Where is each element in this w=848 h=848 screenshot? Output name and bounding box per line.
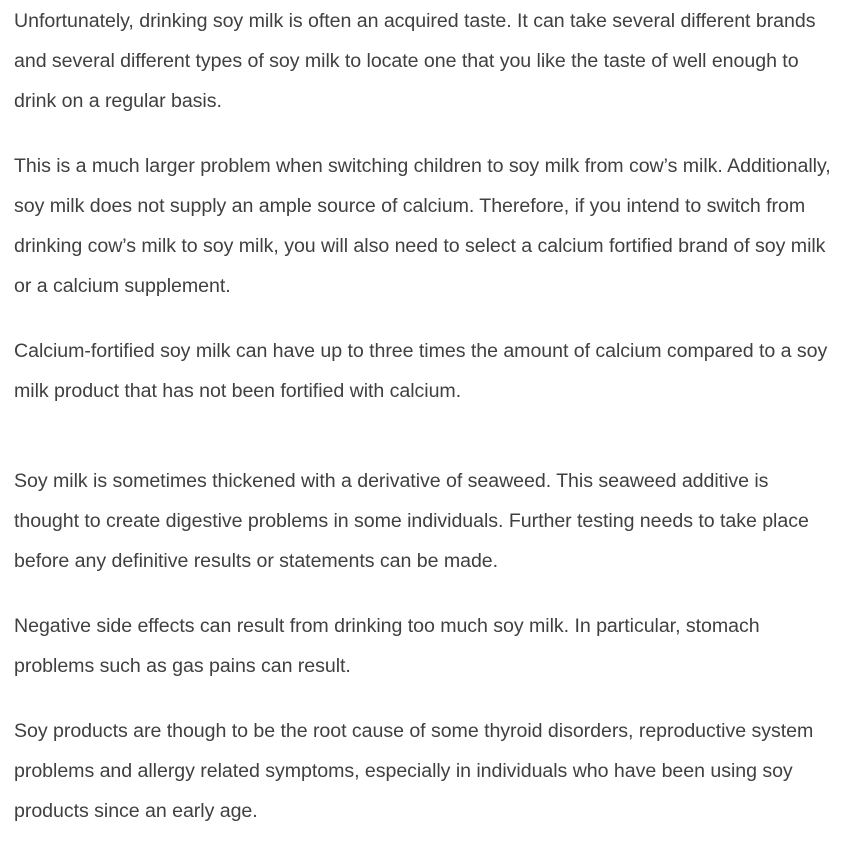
paragraph-seaweed-additive: Soy milk is sometimes thickened with a derivative of seaweed. This seaweed additive is thought to create digestive problems in some individuals. Further testing needs to take place before any definitive results or statements can be made.: [14, 470, 809, 572]
paragraph-thyroid-disorders: Soy products are though to be the root cause of some thyroid disorders, reproductive system problems and allergy related symptoms, especially in individuals who have been using soy products since an early age.: [14, 720, 814, 822]
paragraph-children-calcium: This is a much larger problem when switching children to soy milk from cow’s milk. Additionally, soy milk does not supply an ample source of calcium. Therefore, if you intend to switch from drinking cow’s milk to soy milk, you will also need to select a calcium fortified brand of soy milk or a calcium supplement.: [14, 155, 831, 297]
paragraph-acquired-taste: Unfortunately, drinking soy milk is often an acquired taste. It can take several different brands and several different types of soy milk to locate one that you like the taste of well enough to drink on a regular basis.: [14, 10, 816, 112]
paragraph-calcium-fortified: Calcium-fortified soy milk can have up to three times the amount of calcium compared to a soy milk product that has not been fortified with calcium.: [14, 340, 828, 402]
paragraph-side-effects: Negative side effects can result from drinking too much soy milk. In particular, stomach problems such as gas pains can result.: [14, 615, 760, 677]
